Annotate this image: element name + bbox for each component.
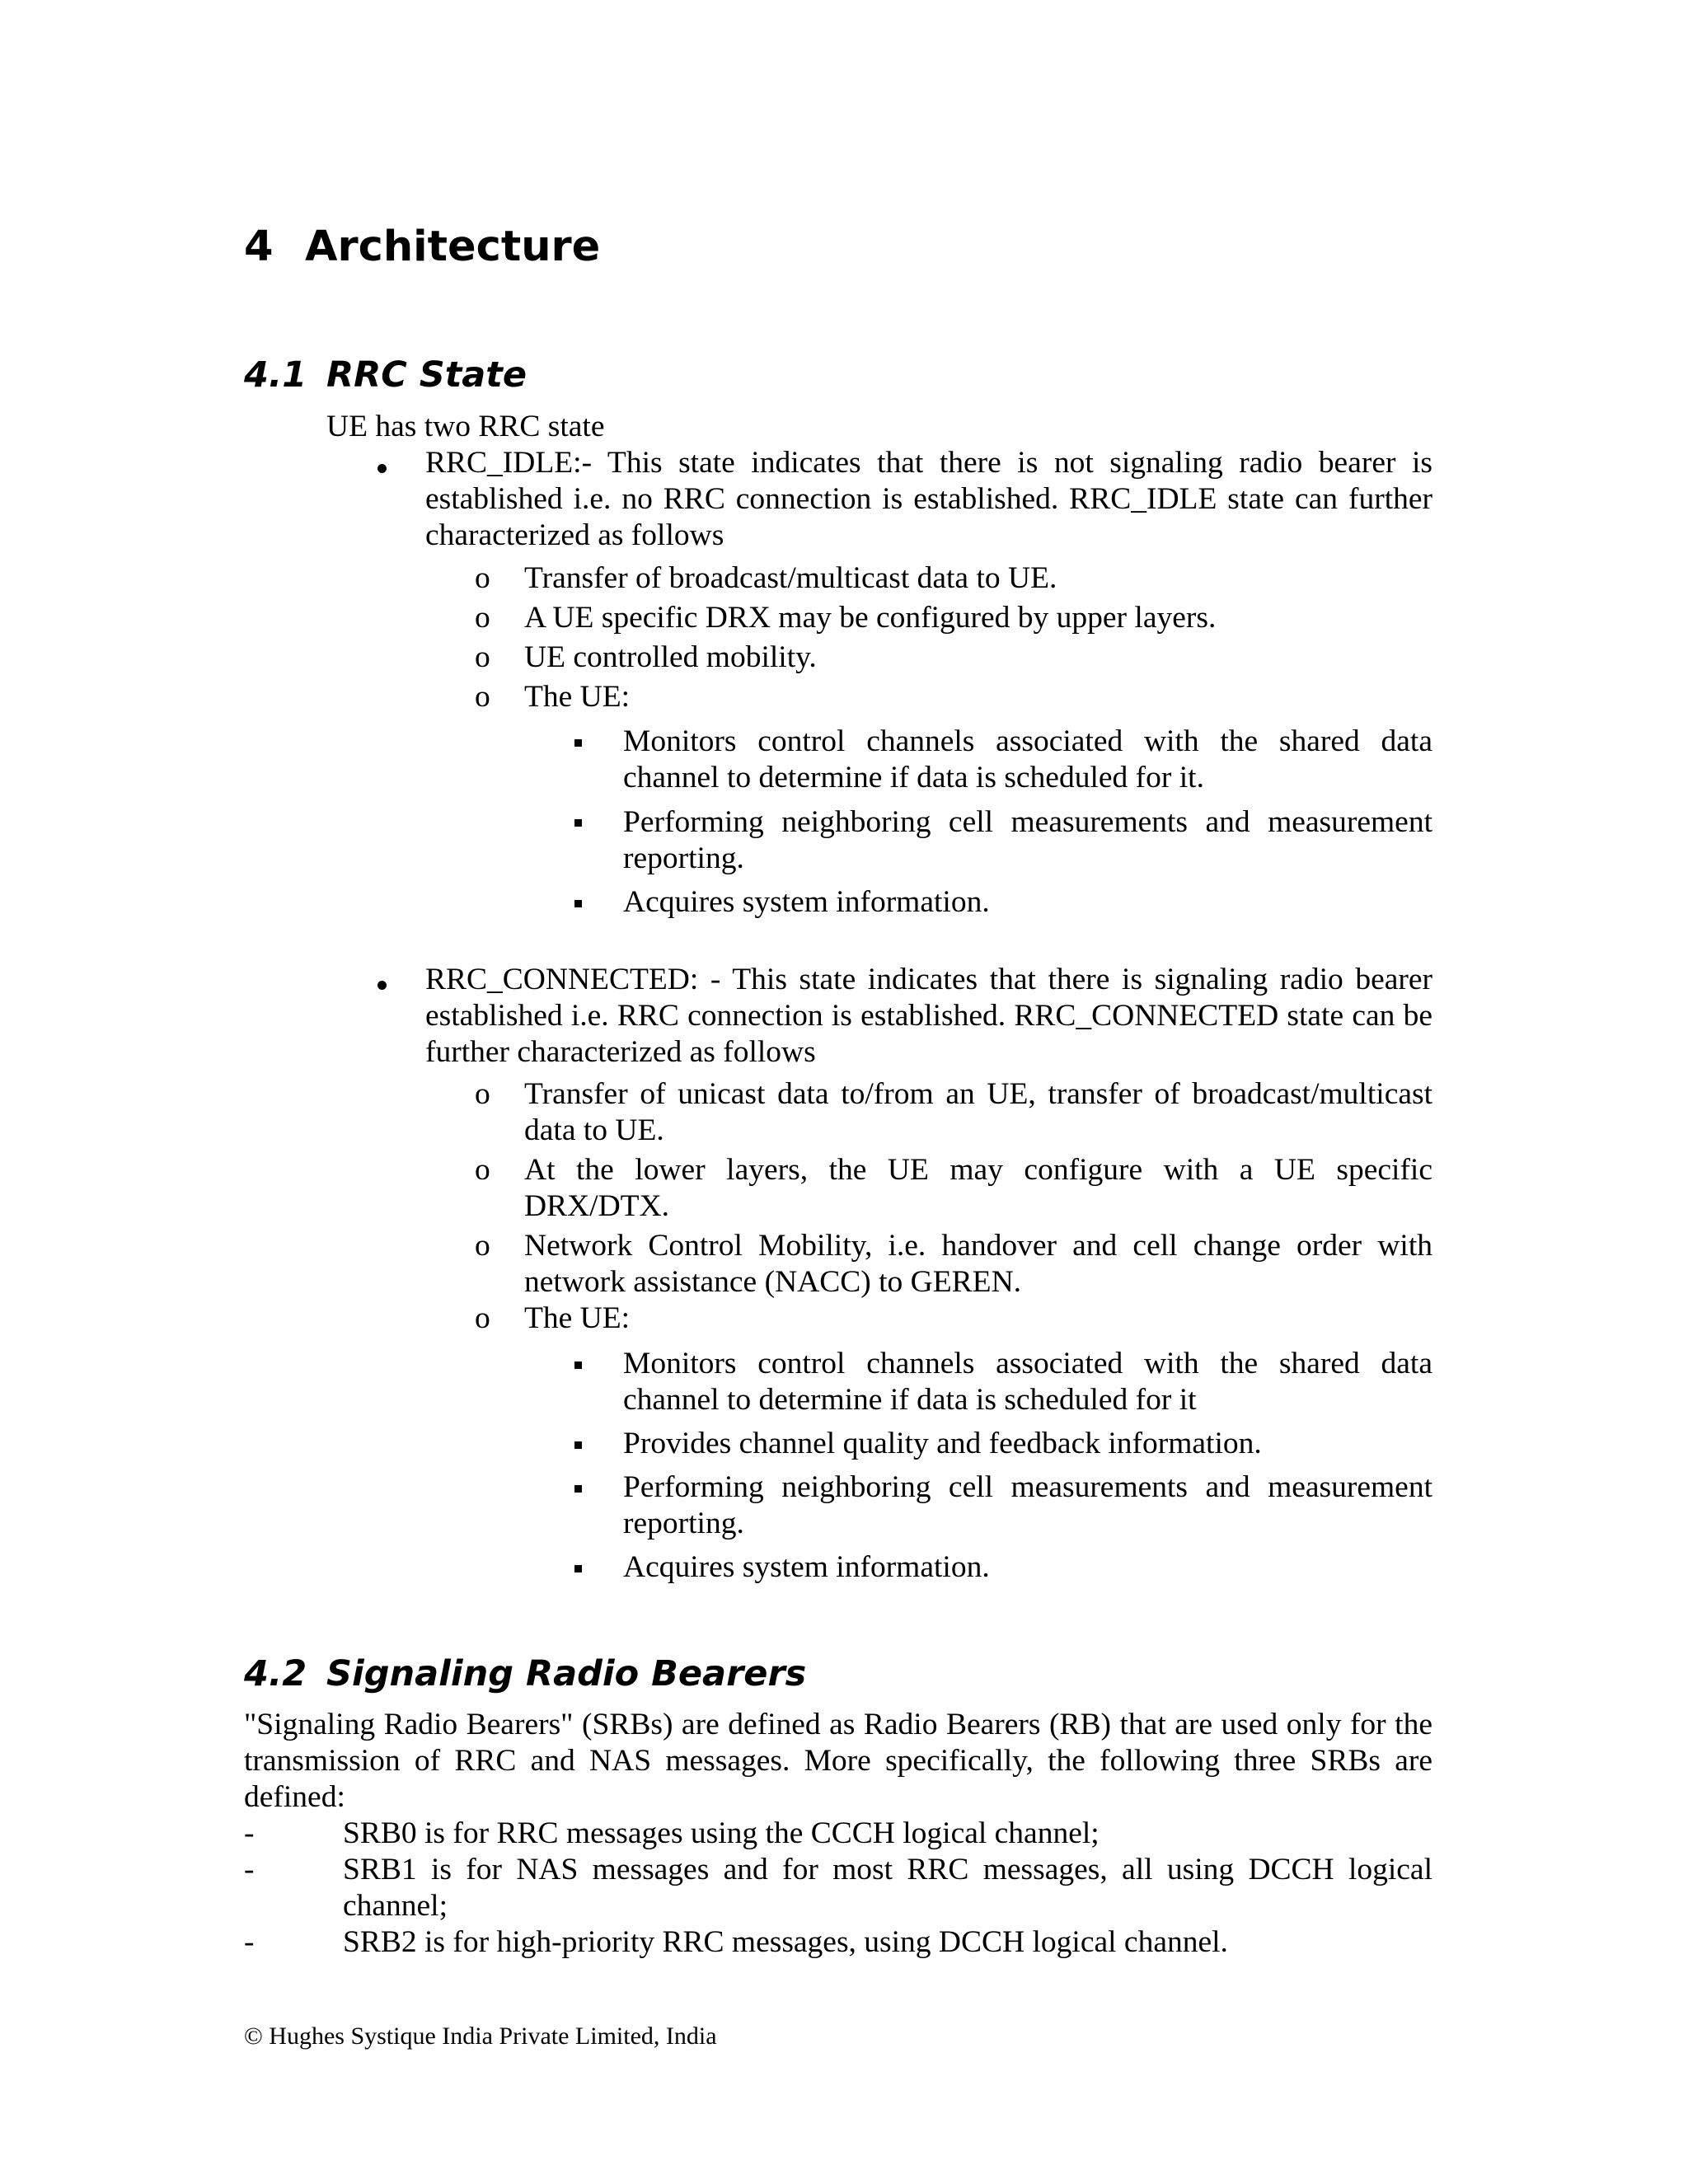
chapter-heading — [244, 223, 600, 271]
square-bullet-icon — [574, 1485, 582, 1493]
idle-sub-item: Transfer of broadcast/multicast data to UE. — [524, 561, 1057, 595]
section-4-1-heading — [244, 354, 527, 396]
square-bullet-icon — [574, 1441, 582, 1449]
circle-bullet-icon: o — [475, 1153, 490, 1187]
dash-bullet-icon: - — [244, 1816, 255, 1850]
idle-ue-item: Performing neighboring cell measurements and measurement reporting. — [623, 805, 1432, 875]
connected-ue-item: Monitors control channels associated with the shared data channel to determine if data is scheduled for it — [623, 1347, 1432, 1417]
circle-bullet-icon: o — [475, 561, 490, 595]
idle-ue-item: Monitors control channels associated with the shared data channel to determine if data is scheduled for it. — [623, 724, 1432, 794]
section-title: RRC State — [326, 354, 528, 396]
idle-sub-item: A UE specific DRX may be configured by upper layers. — [524, 601, 1217, 635]
circle-bullet-icon: o — [475, 680, 490, 714]
connected-sub-item: Transfer of unicast data to/from an UE, transfer of broadcast/multicast data to UE. — [524, 1077, 1432, 1147]
connected-ue-item: Acquires system information. — [623, 1550, 990, 1584]
circle-bullet-icon: o — [475, 1301, 490, 1335]
bullet-icon — [377, 981, 387, 990]
connected-sub-item: At the lower layers, the UE may configure with a UE specific DRX/DTX. — [524, 1153, 1432, 1223]
dash-bullet-icon: - — [244, 1853, 255, 1886]
rrc-intro: UE has two RRC state — [326, 410, 605, 443]
rrc-idle-item: RRC_IDLE:- This state indicates that there is not signaling radio bearer is established i.e. no RRC connection is established. RRC_IDLE state can further characterized as follows — [425, 446, 1432, 552]
square-bullet-icon — [574, 1565, 582, 1572]
copyright-footer: © Hughes Systique India Private Limited, India — [244, 2022, 717, 2050]
square-bullet-icon — [574, 739, 582, 747]
circle-bullet-icon: o — [475, 1229, 490, 1263]
circle-bullet-icon: o — [475, 640, 490, 674]
bullet-icon — [377, 464, 387, 473]
section-title: Signaling Radio Bearers — [326, 1653, 807, 1694]
srb-item: SRB2 is for high-priority RRC messages, using DCCH logical channel. — [343, 1925, 1228, 1959]
chapter-number: 4 — [244, 223, 274, 271]
srb-item: SRB1 is for NAS messages and for most RRC messages, all using DCCH logical channel; — [343, 1853, 1432, 1923]
srb-item: SRB0 is for RRC messages using the CCCH logical channel; — [343, 1816, 1100, 1850]
section-4-2-heading — [244, 1653, 806, 1694]
srb-paragraph: "Signaling Radio Bearers" (SRBs) are defined as Radio Bearers (RB) that are used only for the transmission of RRC and NAS messages. More specifically, the following three SRBs are defined: — [244, 1708, 1432, 1814]
connected-sub-item: The UE: — [524, 1301, 631, 1335]
connected-ue-item: Provides channel quality and feedback information. — [623, 1427, 1262, 1460]
chapter-title: Architecture — [305, 223, 601, 271]
circle-bullet-icon: o — [475, 1077, 490, 1111]
square-bullet-icon — [574, 900, 582, 907]
idle-ue-item: Acquires system information. — [623, 885, 990, 919]
square-bullet-icon — [574, 1361, 582, 1369]
section-number: 4.1 — [244, 354, 307, 396]
connected-ue-item: Performing neighboring cell measurements and measurement reporting. — [623, 1470, 1432, 1540]
connected-sub-item: Network Control Mobility, i.e. handover and cell change order with network assistance (NACC) to GEREN. — [524, 1229, 1432, 1299]
dash-bullet-icon: - — [244, 1925, 255, 1959]
section-number: 4.2 — [244, 1653, 307, 1694]
square-bullet-icon — [574, 819, 582, 827]
rrc-connected-item: RRC_CONNECTED: - This state indicates that there is signaling radio bearer established i.e. RRC connection is established. RRC_CONNECTED state can be further characterized as follows — [425, 963, 1432, 1069]
idle-sub-item: UE controlled mobility. — [524, 640, 817, 674]
idle-sub-item: The UE: — [524, 680, 631, 714]
circle-bullet-icon: o — [475, 601, 490, 635]
